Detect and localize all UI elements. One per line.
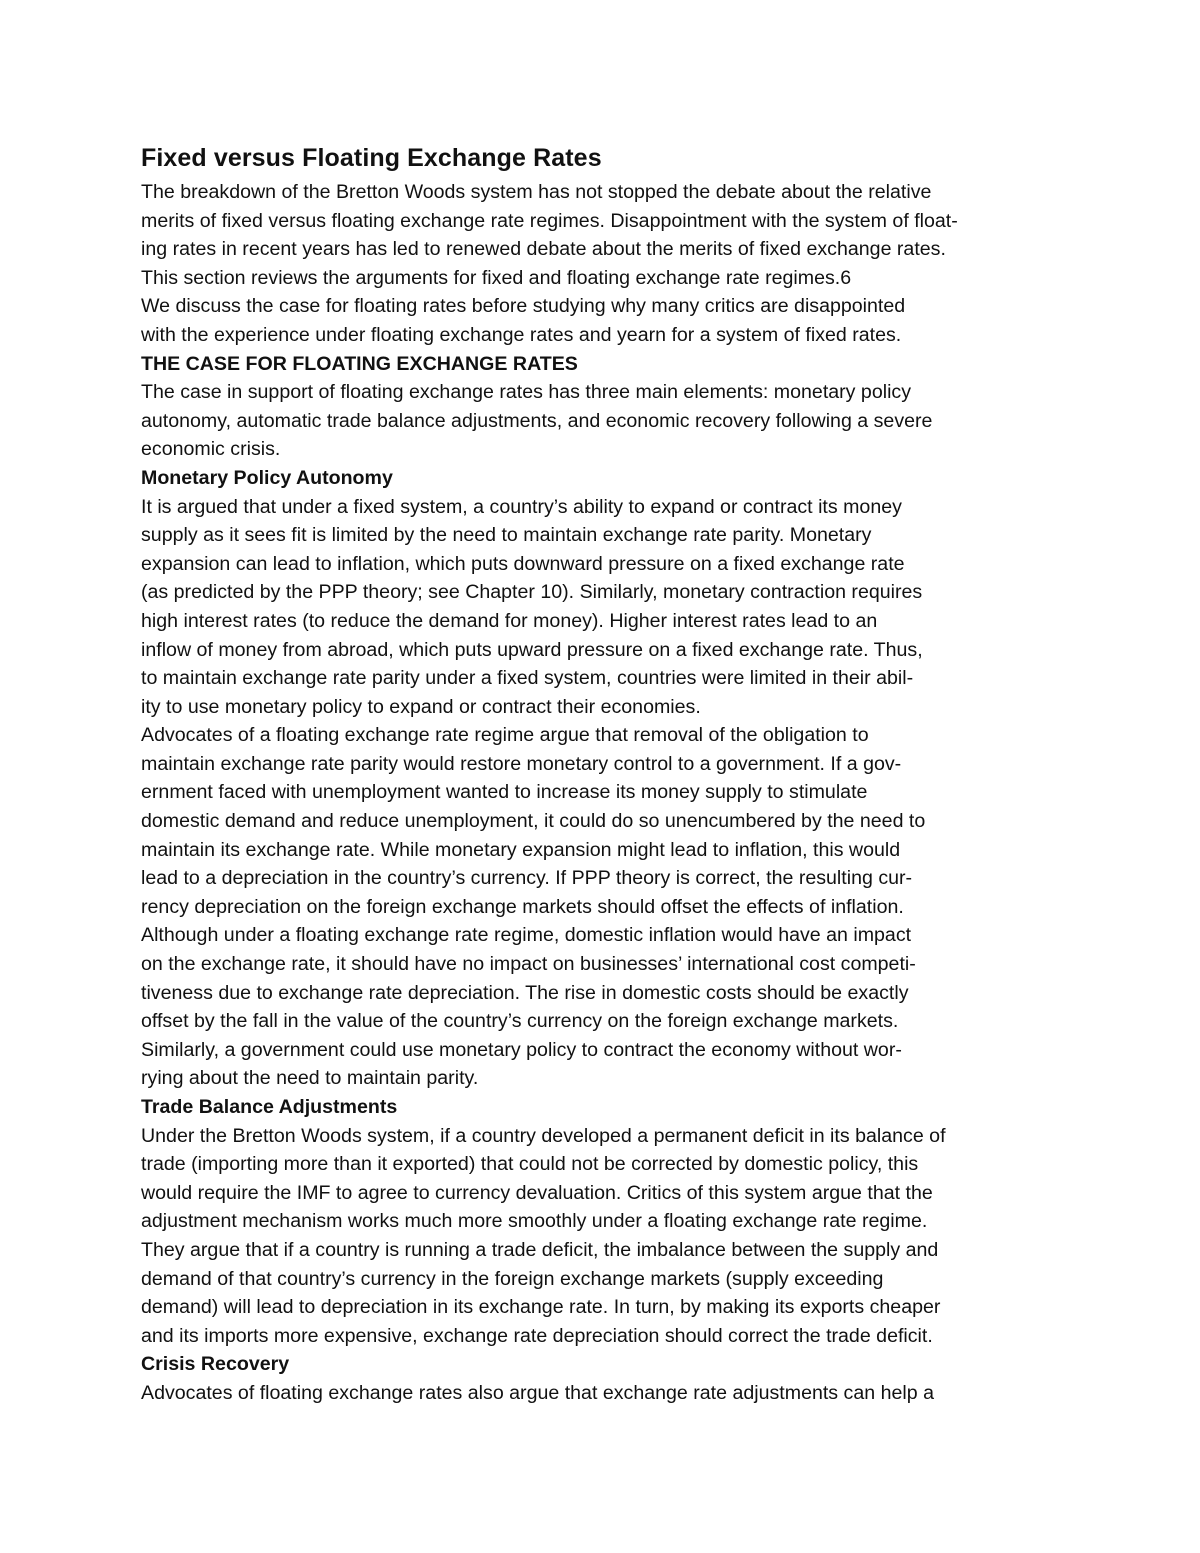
text-line: Advocates of a floating exchange rate regime argue that removal of the obligation to (141, 724, 869, 747)
text-line: (as predicted by the PPP theory; see Chapter 10). Similarly, monetary contraction requires (141, 581, 923, 604)
text-line: rency depreciation on the foreign exchange markets should offset the effects of inflation. (141, 895, 904, 918)
text-line: lead to a depreciation in the country’s currency. If PPP theory is correct, the resulting cur- (141, 867, 913, 890)
text-line: inflow of money from abroad, which puts upward pressure on a fixed exchange rate. Thus, (141, 638, 923, 661)
text-line: offset by the fall in the value of the country’s currency on the foreign exchange markets. (141, 1010, 899, 1033)
text-line: to maintain exchange rate parity under a fixed system, countries were limited in their abil- (141, 667, 914, 690)
text-line: rying about the need to maintain parity. (141, 1067, 479, 1090)
text-line: merits of fixed versus floating exchange rate regimes. Disappointment with the system of float- (141, 209, 958, 232)
text-line: This section reviews the arguments for fixed and floating exchange rate regimes.6 (141, 266, 852, 289)
text-line: adjustment mechanism works much more smoothly under a floating exchange rate regime. (141, 1210, 928, 1233)
text-line: on the exchange rate, it should have no impact on businesses’ international cost competi- (141, 953, 916, 976)
text-line: demand) will lead to depreciation in its exchange rate. In turn, by making its exports cheaper (141, 1296, 941, 1319)
section-heading: Crisis Recovery (141, 1353, 290, 1376)
text-line: maintain exchange rate parity would restore monetary control to a government. If a gov- (141, 752, 902, 775)
text-line: tiveness due to exchange rate depreciation. The rise in domestic costs should be exactly (141, 981, 909, 1004)
text-line: Similarly, a government could use monetary policy to contract the economy without wor- (141, 1038, 902, 1061)
text-line: expansion can lead to inflation, which puts downward pressure on a fixed exchange rate (141, 552, 905, 575)
text-line: Although under a floating exchange rate regime, domestic inflation would have an impact (141, 924, 912, 947)
section-heading: THE CASE FOR FLOATING EXCHANGE RATES (141, 352, 578, 375)
text-line: We discuss the case for floating rates before studying why many critics are disappointed (141, 295, 906, 318)
text-line: maintain its exchange rate. While monetary expansion might lead to inflation, this would (141, 838, 901, 861)
section-heading: Monetary Policy Autonomy (141, 466, 393, 489)
text-line: autonomy, automatic trade balance adjustments, and economic recovery following a severe (141, 409, 933, 432)
text-line: supply as it sees fit is limited by the need to maintain exchange rate parity. Monetary (141, 524, 872, 547)
text-line: ernment faced with unemployment wanted to increase its money supply to stimulate (141, 781, 868, 804)
section-heading: Trade Balance Adjustments (141, 1096, 398, 1118)
text-line: Advocates of floating exchange rates also argue that exchange rate adjustments can help a (141, 1381, 934, 1404)
text-line: It is argued that under a fixed system, a country’s ability to expand or contract its money (141, 495, 902, 518)
text-line: high interest rates (to reduce the demand for money). Higher interest rates lead to an (141, 609, 878, 632)
text-line: ity to use monetary policy to expand or contract their economies. (141, 695, 701, 718)
text-line: The breakdown of the Bretton Woods system has not stopped the debate about the relative (141, 181, 932, 203)
text-line: Under the Bretton Woods system, if a country developed a permanent deficit in its balance of (141, 1124, 946, 1147)
text-line: domestic demand and reduce unemployment, it could do so unencumbered by the need to (141, 810, 926, 833)
text-line: trade (importing more than it exported) that could not be corrected by domestic policy, this (141, 1153, 919, 1176)
text-lines (141, 178, 1041, 1408)
text-line: and its imports more expensive, exchange rate depreciation should correct the trade deficit. (141, 1324, 933, 1347)
text-line: with the experience under floating exchange rates and yearn for a system of fixed rates. (141, 323, 902, 346)
text-line: ing rates in recent years has led to renewed debate about the merits of fixed exchange rates. (141, 238, 946, 261)
text-line: demand of that country’s currency in the foreign exchange markets (supply exceeding (141, 1267, 884, 1290)
text-line: economic crisis. (141, 438, 281, 461)
text-line: They argue that if a country is running a trade deficit, the imbalance between the supply and (141, 1238, 939, 1261)
document-body (141, 138, 1041, 1408)
document-title: Fixed versus Floating Exchange Rates (141, 144, 602, 172)
text-line: The case in support of floating exchange rates has three main elements: monetary policy (141, 381, 912, 404)
text-line: would require the IMF to agree to currency devaluation. Critics of this system argue that the (141, 1181, 933, 1204)
